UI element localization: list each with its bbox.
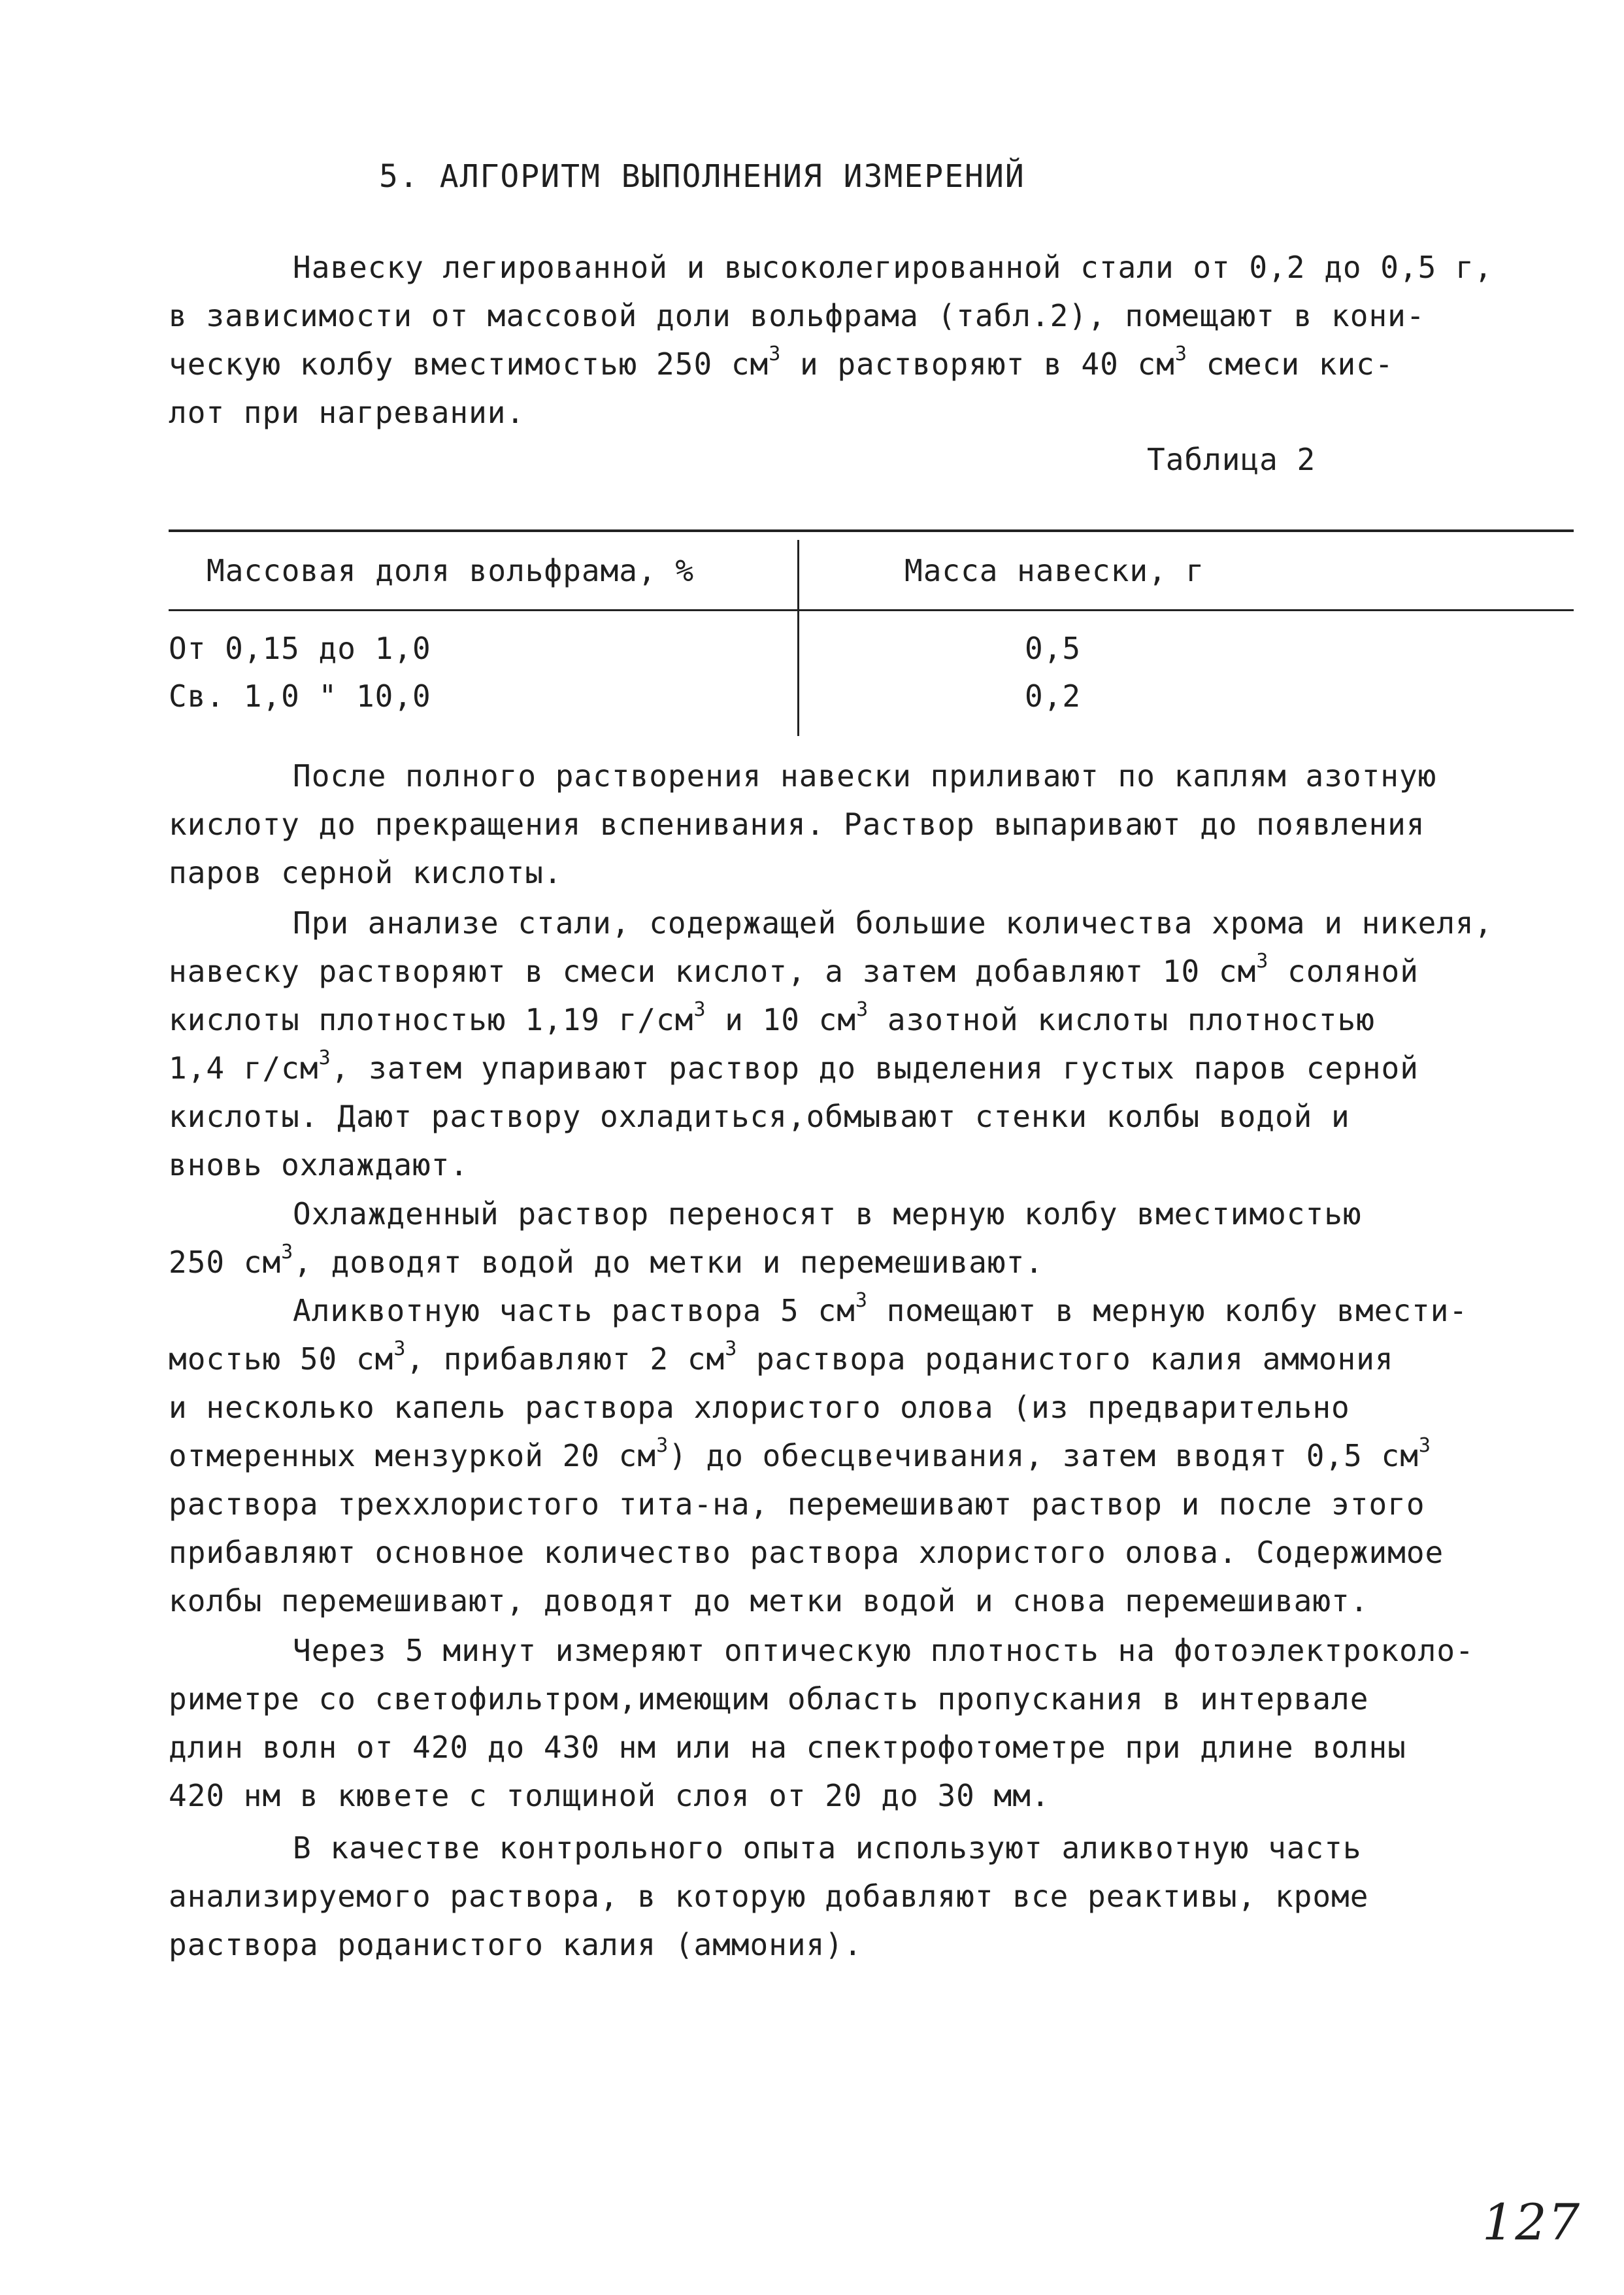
paragraph-7 — [169, 1824, 1574, 1969]
text-line: ческую колбу вместимостью 250 $см^3$ и растворяют в 40 $см^3$ смеси кис- — [169, 343, 1394, 382]
text-line: вновь охлаждают. — [169, 1147, 469, 1182]
text-line: риметре со светофильтром,имеющим область пропускания в интервале — [169, 1681, 1369, 1717]
table-cell-mass: 0,5 — [1025, 631, 1082, 666]
table-cell-fraction: От 0,15 до 1,0 — [169, 631, 431, 666]
paragraph-2 — [169, 752, 1574, 897]
table-header-fraction: Массовая доля вольфрама, % — [207, 553, 695, 588]
table-column-separator — [797, 540, 799, 736]
text-line: раствора треххлористого тита-на, перемешивают раствор и после этого — [169, 1486, 1425, 1522]
text-line: мостью 50 $см^3$, прибавляют 2 $см^3$ раствора роданистого калия аммония — [169, 1337, 1394, 1377]
text-line: Навеску легированной и высоколегированной стали от 0,2 до 0,5 г, — [293, 250, 1493, 285]
text-line: Аликвотную часть раствора 5 $см^3$ помещают в мерную колбу вмести- — [293, 1289, 1468, 1328]
text-line: навеску растворяют в смеси кислот, а затем добавляют 10 $см^3$ соляной — [169, 950, 1419, 989]
data-table — [169, 529, 1574, 745]
text-line: и несколько капель раствора хлористого олова (из предварительно — [169, 1390, 1350, 1425]
text-line: 1,4 $г/см^3$, затем упаривают раствор до выделения густых паров серной — [169, 1047, 1419, 1086]
paragraph-6 — [169, 1626, 1574, 1820]
text-line: Через 5 минут измеряют оптическую плотность на фотоэлектроколо- — [293, 1633, 1474, 1668]
text-line: раствора роданистого калия (аммония). — [169, 1927, 863, 1962]
text-line: 420 нм в кювете с толщиной слоя от 20 до 30 мм. — [169, 1778, 1050, 1813]
text-line: После полного растворения навески приливают по каплям азотную — [293, 758, 1437, 794]
page-number: 127 — [1482, 2193, 1582, 2251]
table-header-rule — [169, 609, 1574, 611]
text-line: Охлажденный раствор переносят в мерную колбу вместимостью — [293, 1196, 1362, 1231]
text-line: кислоты. Дают раствору охладиться,обмывают стенки колбы водой и — [169, 1099, 1350, 1134]
table-header-mass: Масса навески, г — [904, 553, 1205, 588]
text-line: анализируемого раствора, в которую добавляют все реактивы, кроме — [169, 1879, 1369, 1914]
text-line: отмеренных мензуркой 20 $см^3$) до обесцвечивания, затем вводят 0,5 $см^3$ — [169, 1434, 1431, 1473]
paragraph-4 — [169, 1190, 1574, 1286]
text-line: лот при нагревании. — [169, 395, 525, 430]
paragraph-5 — [169, 1286, 1574, 1625]
table-cell-mass: 0,2 — [1025, 678, 1082, 714]
text-line: 250 $см^3$, доводят водой до метки и перемешивают. — [169, 1241, 1044, 1280]
table-top-rule — [169, 529, 1574, 532]
text-line: в зависимости от массовой доли вольфрама (табл.2), помещают в кони- — [169, 298, 1425, 333]
section-heading: 5. АЛГОРИТМ ВЫПОЛНЕНИЯ ИЗМЕРЕНИЙ — [379, 158, 1025, 195]
text-line: длин волн от 420 до 430 нм или на спектрофотометре при длине волны — [169, 1730, 1406, 1765]
text-line: кислоту до прекращения вспенивания. Раствор выпаривают до появления — [169, 807, 1425, 842]
text-line: В качестве контрольного опыта используют аликвотную часть — [293, 1830, 1362, 1866]
text-line: колбы перемешивают, доводят до метки водой и снова перемешивают. — [169, 1583, 1369, 1618]
text-line: кислоты плотностью 1,19 $г/см^3$ и 10 $см^3$ азотной кислоты плотностью — [169, 998, 1375, 1037]
text-line: прибавляют основное количество раствора хлористого олова. Содержимое — [169, 1535, 1444, 1570]
table-cell-fraction: Св. 1,0 " 10,0 — [169, 678, 431, 714]
paragraph-1 — [169, 243, 1574, 437]
paragraph-3 — [169, 899, 1574, 1189]
text-line: паров серной кислоты. — [169, 855, 563, 890]
table-caption: Таблица 2 — [1147, 442, 1316, 477]
text-line: При анализе стали, содержащей большие количества хрома и никеля, — [293, 905, 1493, 941]
